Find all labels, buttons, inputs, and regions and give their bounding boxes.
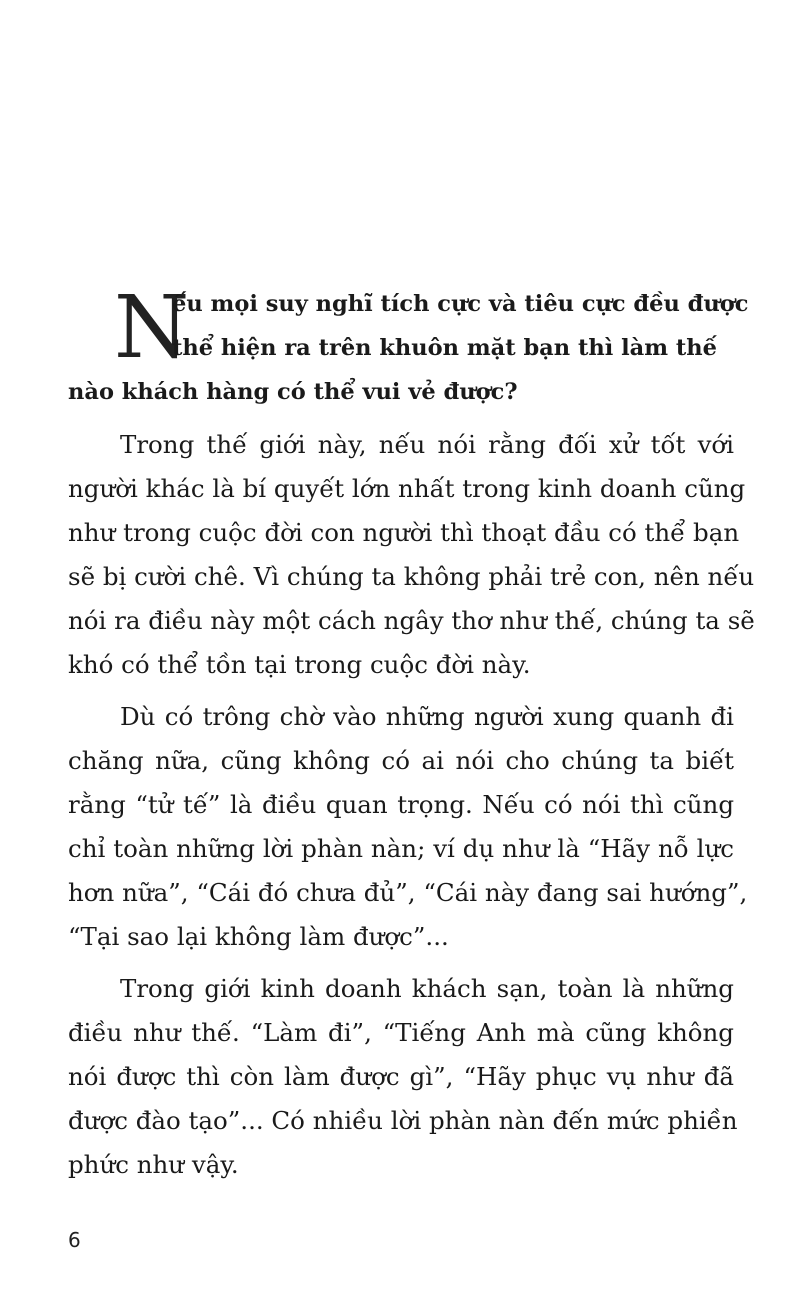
text-line: như trong cuộc đời con người thì thoạt đầu có thể bạn [68, 518, 740, 547]
intro-line: thể hiện ra trên khuôn mặt bạn thì làm thế [172, 335, 717, 361]
intro-line: ếu mọi suy nghĩ tích cực và tiêu cực đều được [172, 291, 749, 317]
text-line: chỉ toàn những lời phàn nàn; ví dụ như là “Hãy nỗ lực [68, 834, 734, 863]
text-line: chăng nữa, cũng không có ai nói cho chúng ta biết [68, 746, 734, 775]
drop-cap: N [114, 278, 190, 378]
text-line: được đào tạo”... Có nhiều lời phàn nàn đến mức phiền [68, 1106, 738, 1135]
text-line: sẽ bị cười chê. Vì chúng ta không phải trẻ con, nên nếu [68, 562, 755, 591]
text-line: hơn nữa”, “Cái đó chưa đủ”, “Cái này đang sai hướng”, [68, 878, 748, 907]
text-line: khó có thể tồn tại trong cuộc đời này. [68, 650, 531, 679]
text-line: người khác là bí quyết lớn nhất trong kinh doanh cũng [68, 474, 746, 503]
text-line: rằng “tử tế” là điều quan trọng. Nếu có nói thì cũng [68, 790, 734, 819]
text-line: Trong giới kinh doanh khách sạn, toàn là những [120, 974, 734, 1003]
text-line: nói ra điều này một cách ngây thơ như thế, chúng ta sẽ [68, 606, 755, 635]
text-line: “Tại sao lại không làm được”... [68, 922, 449, 951]
text-line: Dù có trông chờ vào những người xung quanh đi [120, 702, 734, 731]
text-line: nói được thì còn làm được gì”, “Hãy phục vụ như đã [68, 1062, 734, 1091]
intro-line: nào khách hàng có thể vui vẻ được? [68, 379, 518, 405]
page-number: 6 [68, 1228, 81, 1252]
text-line: Trong thế giới này, nếu nói rằng đối xử tốt với [120, 430, 734, 459]
text-line: phức như vậy. [68, 1150, 239, 1179]
text-line: điều như thế. “Làm đi”, “Tiếng Anh mà cũng không [68, 1018, 734, 1047]
